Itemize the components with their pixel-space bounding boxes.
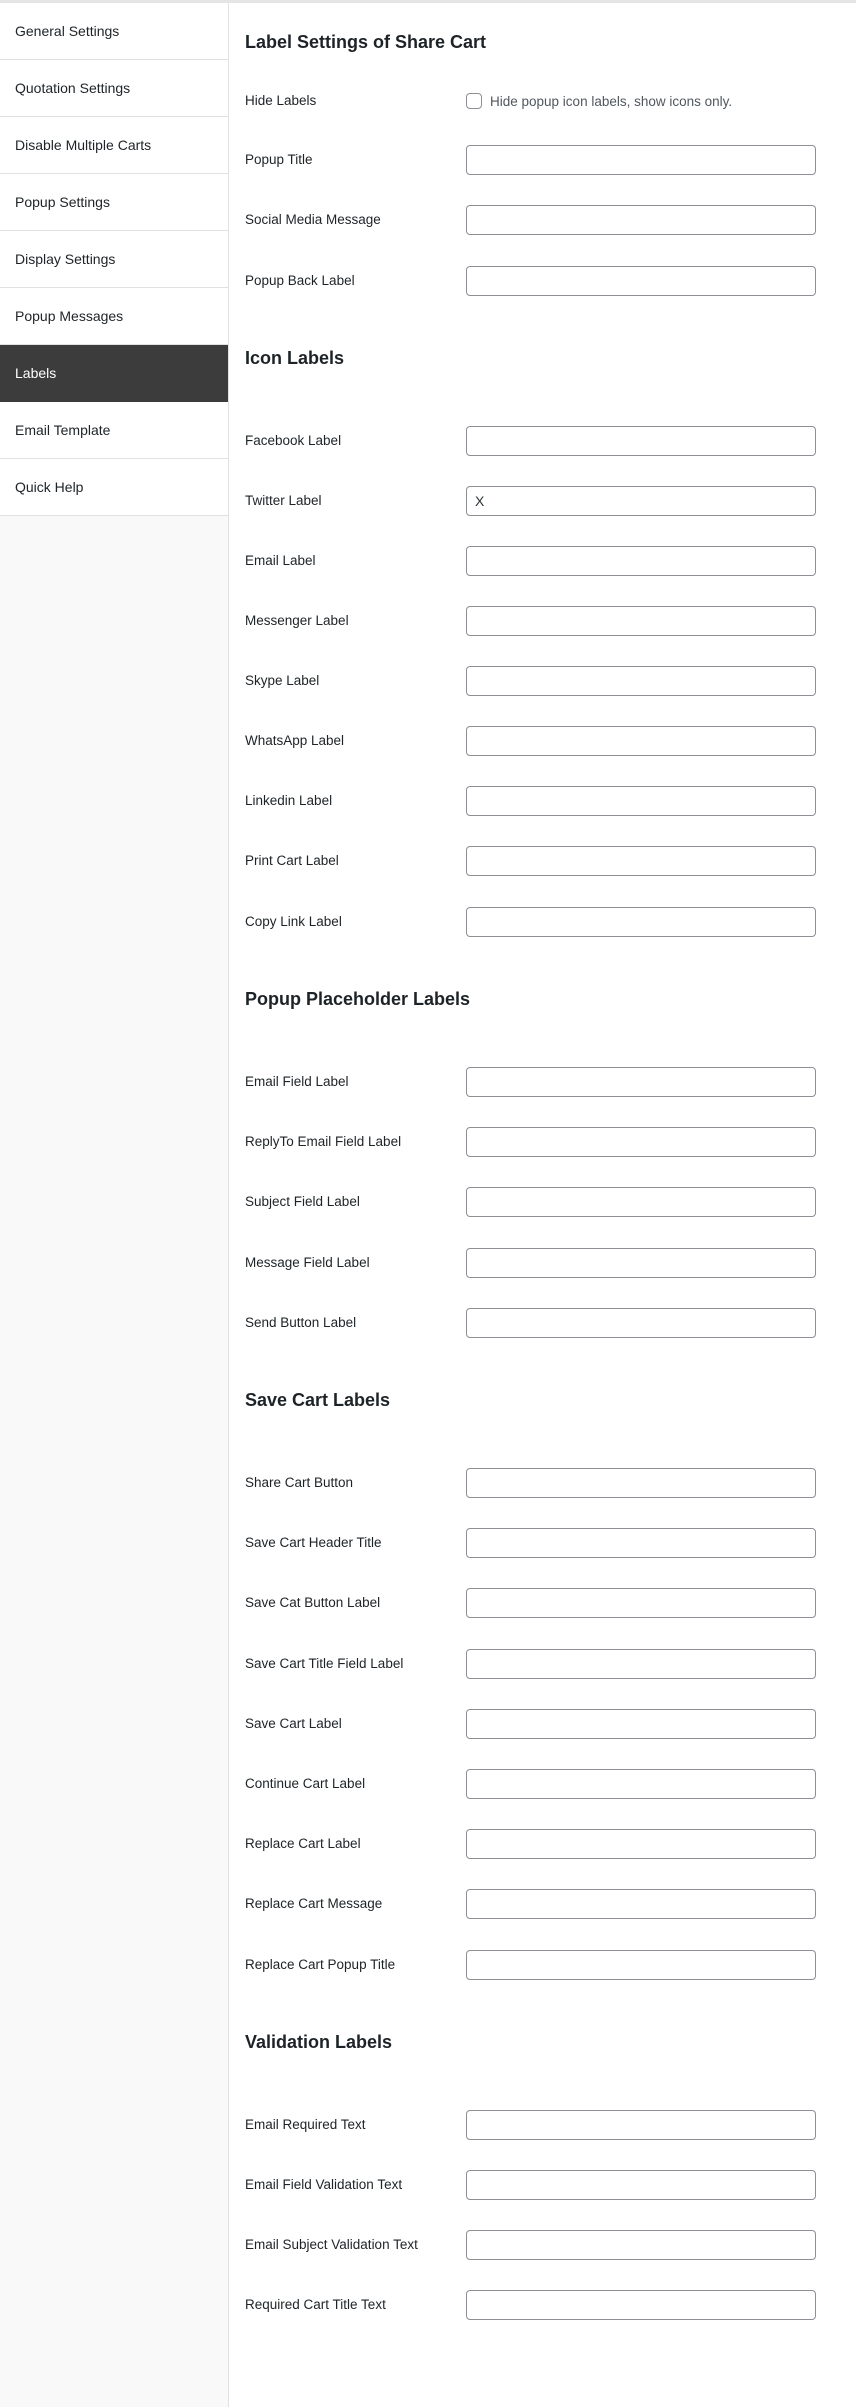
email-label-input[interactable] (466, 546, 816, 576)
hide-labels-toggle[interactable] (466, 86, 732, 116)
field-label: Email Field Validation Text (245, 2177, 403, 2192)
section-title-icon-labels: Icon Labels (245, 348, 345, 368)
field-row (245, 1528, 825, 1558)
twitter-label-input[interactable] (466, 486, 816, 516)
field-row (245, 1709, 825, 1739)
field-label: Save Cat Button Label (245, 1595, 381, 1610)
field-row (245, 907, 825, 937)
hide-labels-row (245, 86, 825, 116)
field-row (245, 786, 825, 816)
sidebar-item-display-settings[interactable]: Display Settings (0, 231, 228, 288)
field-label: Save Cart Header Title (245, 1535, 382, 1550)
section-title-share-cart: Label Settings of Share Cart (245, 32, 487, 52)
field-label: Social Media Message (245, 212, 381, 227)
field-label: Copy Link Label (245, 914, 342, 929)
field-label: Save Cart Label (245, 1716, 342, 1731)
replace-cart-message-input[interactable] (466, 1889, 816, 1919)
field-row (245, 2110, 825, 2140)
field-label: Email Subject Validation Text (245, 2237, 418, 2252)
field-row (245, 1889, 825, 1919)
field-label: Save Cart Title Field Label (245, 1656, 404, 1671)
field-row (245, 1649, 825, 1679)
settings-content (230, 0, 856, 2407)
email-field-label-input[interactable] (466, 1067, 816, 1097)
field-row (245, 1187, 825, 1217)
field-label: Continue Cart Label (245, 1776, 366, 1791)
field-label: Replace Cart Popup Title (245, 1957, 396, 1972)
section-title-validation-labels: Validation Labels (245, 2032, 393, 2052)
popup-back-label-input[interactable] (466, 266, 816, 296)
email-required-text-input[interactable] (466, 2110, 816, 2140)
field-label: WhatsApp Label (245, 733, 345, 748)
field-row (245, 1829, 825, 1859)
popup-title-input[interactable] (466, 145, 816, 175)
field-label: Replace Cart Label (245, 1836, 361, 1851)
linkedin-label-input[interactable] (466, 786, 816, 816)
field-label: Email Required Text (245, 2117, 366, 2132)
field-label: Popup Back Label (245, 273, 355, 288)
subject-field-label-input[interactable] (466, 1187, 816, 1217)
sidebar-item-quotation-settings[interactable]: Quotation Settings (0, 60, 228, 117)
sidebar-item-popup-messages[interactable]: Popup Messages (0, 288, 228, 345)
field-label: Messenger Label (245, 613, 349, 628)
field-row (245, 1588, 825, 1618)
email-field-validation-text-input[interactable] (466, 2170, 816, 2200)
save-cat-button-label-input[interactable] (466, 1588, 816, 1618)
field-label: Required Cart Title Text (245, 2297, 386, 2312)
field-label: Popup Title (245, 152, 313, 167)
email-subject-validation-text-input[interactable] (466, 2230, 816, 2260)
field-row (245, 2170, 825, 2200)
field-label: ReplyTo Email Field Label (245, 1134, 402, 1149)
field-label: Linkedin Label (245, 793, 333, 808)
field-label: Facebook Label (245, 433, 342, 448)
field-row (245, 666, 825, 696)
field-row (245, 2230, 825, 2260)
field-label: Print Cart Label (245, 853, 339, 868)
replyto-email-field-label-input[interactable] (466, 1127, 816, 1157)
hide-labels-label: Hide Labels (245, 93, 317, 108)
skype-label-input[interactable] (466, 666, 816, 696)
social-media-message-input[interactable] (466, 205, 816, 235)
field-label: Skype Label (245, 673, 320, 688)
save-cart-title-field-label-input[interactable] (466, 1649, 816, 1679)
field-row (245, 546, 825, 576)
field-label: Email Field Label (245, 1074, 349, 1089)
send-button-label-input[interactable] (466, 1308, 816, 1338)
field-row (245, 606, 825, 636)
settings-sidebar (0, 3, 229, 2407)
field-row (245, 1950, 825, 1980)
field-label: Share Cart Button (245, 1475, 354, 1490)
field-row (245, 266, 825, 296)
field-label: Message Field Label (245, 1255, 370, 1270)
field-label: Send Button Label (245, 1315, 357, 1330)
field-row (245, 426, 825, 456)
field-row (245, 1248, 825, 1278)
sidebar-item-quick-help[interactable]: Quick Help (0, 459, 228, 516)
field-row (245, 1067, 825, 1097)
field-label: Twitter Label (245, 493, 322, 508)
save-cart-label-input[interactable] (466, 1709, 816, 1739)
field-row (245, 1769, 825, 1799)
sidebar-item-email-template[interactable]: Email Template (0, 402, 228, 459)
section-title-placeholder-labels: Popup Placeholder Labels (245, 989, 471, 1009)
field-row (245, 726, 825, 756)
whatsapp-label-input[interactable] (466, 726, 816, 756)
sidebar-item-popup-settings[interactable]: Popup Settings (0, 174, 228, 231)
sidebar-item-general-settings[interactable]: General Settings (0, 3, 228, 60)
field-label: Email Label (245, 553, 316, 568)
required-cart-title-text-input[interactable] (466, 2290, 816, 2320)
field-row (245, 486, 825, 516)
hide-labels-checkbox[interactable] (466, 93, 482, 109)
facebook-label-input[interactable] (466, 426, 816, 456)
section-title-save-cart-labels: Save Cart Labels (245, 1390, 391, 1410)
replace-cart-popup-title-input[interactable] (466, 1950, 816, 1980)
field-row (245, 846, 825, 876)
field-row (245, 205, 825, 235)
field-row (245, 1127, 825, 1157)
message-field-label-input[interactable] (466, 1248, 816, 1278)
field-row (245, 2290, 825, 2320)
share-cart-button-input[interactable] (466, 1468, 816, 1498)
field-label: Replace Cart Message (245, 1896, 383, 1911)
messenger-label-input[interactable] (466, 606, 816, 636)
save-cart-header-title-input[interactable] (466, 1528, 816, 1558)
field-label: Subject Field Label (245, 1194, 360, 1209)
hide-labels-description: Hide popup icon labels, show icons only. (490, 93, 733, 109)
field-row (245, 145, 825, 175)
field-row (245, 1308, 825, 1338)
sidebar-item-disable-multiple-carts[interactable]: Disable Multiple Carts (0, 117, 228, 174)
print-cart-label-input[interactable] (466, 846, 816, 876)
replace-cart-label-input[interactable] (466, 1829, 816, 1859)
sidebar-item-labels[interactable]: Labels (0, 345, 228, 402)
field-row (245, 1468, 825, 1498)
copy-link-label-input[interactable] (466, 907, 816, 937)
continue-cart-label-input[interactable] (466, 1769, 816, 1799)
